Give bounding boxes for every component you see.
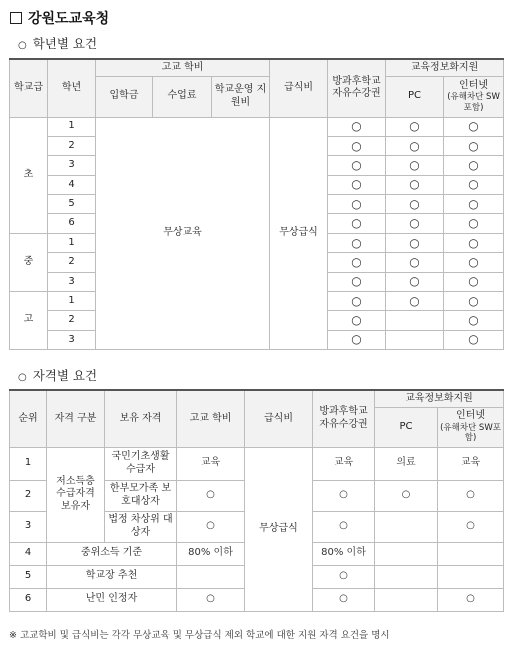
grade-cell: 4 bbox=[48, 175, 96, 194]
pc-cell bbox=[386, 311, 444, 330]
internet-cell: ○ bbox=[444, 233, 504, 252]
school-level-cell: 중 bbox=[10, 233, 48, 291]
header-meal: 급식비 bbox=[245, 390, 313, 447]
school-level-cell: 고 bbox=[10, 292, 48, 350]
header-hs-tuition: 고교 학비 bbox=[177, 390, 245, 447]
internet-cell: ○ bbox=[444, 195, 504, 214]
afterschool-cell: ○ bbox=[328, 117, 386, 136]
header-internet bbox=[438, 407, 504, 447]
internet-cell: ○ bbox=[438, 588, 504, 611]
header-type: 자격 구분 bbox=[47, 390, 105, 447]
header-school-level: 학교급 bbox=[10, 59, 48, 117]
pc-cell: ○ bbox=[386, 292, 444, 311]
tuition-cell: 80% 이하 bbox=[177, 542, 245, 565]
rank-cell: 3 bbox=[10, 511, 47, 542]
qualification-cell: 국민기초생활 수급자 bbox=[105, 447, 177, 480]
rank-cell: 5 bbox=[10, 565, 47, 588]
pc-cell: ○ bbox=[386, 272, 444, 291]
afterschool-cell: ○ bbox=[313, 588, 375, 611]
qualification-requirements-table bbox=[9, 389, 504, 612]
internet-cell: ○ bbox=[438, 511, 504, 542]
internet-cell: ○ bbox=[444, 117, 504, 136]
afterschool-cell: ○ bbox=[328, 156, 386, 175]
header-hs-tuition: 고교 학비 bbox=[96, 59, 270, 76]
afterschool-cell: ○ bbox=[328, 330, 386, 349]
pc-cell bbox=[386, 330, 444, 349]
rank-cell: 6 bbox=[10, 588, 47, 611]
header-internet-label: 인터넷 bbox=[456, 410, 485, 422]
afterschool-cell: ○ bbox=[328, 311, 386, 330]
internet-cell: ○ bbox=[438, 480, 504, 511]
header-tuition: 수업료 bbox=[153, 76, 212, 117]
pc-cell: ○ bbox=[386, 195, 444, 214]
internet-cell: 교육 bbox=[438, 447, 504, 480]
grade-cell: 3 bbox=[48, 272, 96, 291]
header-afterschool: 방과후학교 자유수강권 bbox=[313, 390, 375, 447]
pc-cell: ○ bbox=[375, 480, 438, 511]
pc-cell: ○ bbox=[386, 253, 444, 272]
pc-cell: ○ bbox=[386, 156, 444, 175]
internet-cell: ○ bbox=[444, 214, 504, 233]
header-internet-sub: (유해차단 SW포함) bbox=[440, 422, 501, 444]
header-info-support: 교육정보화지원 bbox=[386, 59, 504, 76]
qualification-cell: 학교장 추천 bbox=[47, 565, 177, 588]
header-internet bbox=[444, 76, 504, 117]
tuition-cell: ○ bbox=[177, 480, 245, 511]
afterschool-cell: ○ bbox=[328, 214, 386, 233]
internet-cell: ○ bbox=[444, 292, 504, 311]
header-rank: 순위 bbox=[10, 390, 47, 447]
internet-cell: ○ bbox=[444, 311, 504, 330]
section1-heading-text: 학년별 요건 bbox=[32, 36, 98, 51]
header-pc: PC bbox=[386, 76, 444, 117]
afterschool-cell: ○ bbox=[328, 233, 386, 252]
header-meal: 급식비 bbox=[270, 59, 328, 117]
tuition-cell: ○ bbox=[177, 588, 245, 611]
afterschool-cell: ○ bbox=[328, 136, 386, 155]
afterschool-cell: 교육 bbox=[313, 447, 375, 480]
page-title-text: 강원도교육청 bbox=[28, 11, 110, 27]
rank-cell: 1 bbox=[10, 447, 47, 480]
pc-cell: ○ bbox=[386, 175, 444, 194]
tuition-cell: ○ bbox=[177, 511, 245, 542]
section2-heading-text: 자격별 요건 bbox=[32, 368, 98, 383]
header-afterschool: 방과후학교 자유수강권 bbox=[328, 59, 386, 117]
checkbox-square-icon bbox=[10, 12, 22, 24]
header-info-support: 교육정보화지원 bbox=[375, 390, 504, 407]
pc-cell bbox=[375, 588, 438, 611]
afterschool-cell: ○ bbox=[313, 565, 375, 588]
header-admission: 입학금 bbox=[96, 76, 153, 117]
meal-free-cell: 무상급식 bbox=[245, 447, 313, 611]
internet-cell: ○ bbox=[444, 253, 504, 272]
qualification-cell: 난민 인정자 bbox=[47, 588, 177, 611]
footnote: ※ 고교학비 및 급식비는 각각 무상교육 및 무상급식 제외 학교에 대한 지원 자격 요건을 명시 bbox=[9, 630, 390, 641]
header-qualification: 보유 자격 bbox=[105, 390, 177, 447]
tuition-cell bbox=[177, 565, 245, 588]
school-level-cell: 초 bbox=[10, 117, 48, 233]
tuition-cell: 교육 bbox=[177, 447, 245, 480]
afterschool-cell: ○ bbox=[313, 480, 375, 511]
afterschool-cell: ○ bbox=[313, 511, 375, 542]
afterschool-cell: ○ bbox=[328, 175, 386, 194]
pc-cell: ○ bbox=[386, 214, 444, 233]
rank-cell: 4 bbox=[10, 542, 47, 565]
tuition-free-cell: 무상교육 bbox=[96, 117, 270, 350]
grade-cell: 3 bbox=[48, 156, 96, 175]
afterschool-cell: ○ bbox=[328, 253, 386, 272]
afterschool-cell: 80% 이하 bbox=[313, 542, 375, 565]
table-row bbox=[10, 447, 504, 480]
header-grade: 학년 bbox=[48, 59, 96, 117]
pc-cell: 의료 bbox=[375, 447, 438, 480]
header-internet-label: 인터넷 bbox=[459, 79, 489, 91]
qualification-cell: 한부모가족 보호대상자 bbox=[105, 480, 177, 511]
pc-cell: ○ bbox=[386, 117, 444, 136]
grade-cell: 2 bbox=[48, 253, 96, 272]
internet-cell: ○ bbox=[444, 136, 504, 155]
group-label-cell: 저소득층 수급자격 보유자 bbox=[47, 447, 105, 542]
rank-cell: 2 bbox=[10, 480, 47, 511]
grade-cell: 2 bbox=[48, 136, 96, 155]
internet-cell: ○ bbox=[444, 330, 504, 349]
afterschool-cell: ○ bbox=[328, 272, 386, 291]
grade-cell: 6 bbox=[48, 214, 96, 233]
section1-heading bbox=[18, 34, 97, 52]
pc-cell bbox=[375, 542, 438, 565]
pc-cell bbox=[375, 511, 438, 542]
circle-bullet-icon: ○ bbox=[18, 40, 27, 51]
meal-free-cell: 무상급식 bbox=[270, 117, 328, 350]
pc-cell: ○ bbox=[386, 136, 444, 155]
grade-requirements-table bbox=[9, 58, 504, 350]
internet-cell: ○ bbox=[444, 156, 504, 175]
grade-cell: 3 bbox=[48, 330, 96, 349]
header-operation: 학교운영 지원비 bbox=[212, 76, 270, 117]
header-internet-sub: (유해차단 SW포함) bbox=[447, 92, 500, 113]
pc-cell bbox=[375, 565, 438, 588]
circle-bullet-icon: ○ bbox=[18, 372, 27, 383]
internet-cell: ○ bbox=[444, 272, 504, 291]
table-row bbox=[10, 117, 504, 136]
grade-cell: 5 bbox=[48, 195, 96, 214]
internet-cell: ○ bbox=[444, 175, 504, 194]
afterschool-cell: ○ bbox=[328, 195, 386, 214]
internet-cell bbox=[438, 542, 504, 565]
internet-cell bbox=[438, 565, 504, 588]
afterschool-cell: ○ bbox=[328, 292, 386, 311]
header-pc: PC bbox=[375, 407, 438, 447]
grade-cell: 1 bbox=[48, 292, 96, 311]
grade-cell: 1 bbox=[48, 233, 96, 252]
qualification-cell: 법정 차상위 대상자 bbox=[105, 511, 177, 542]
pc-cell: ○ bbox=[386, 233, 444, 252]
qualification-cell: 중위소득 기준 bbox=[47, 542, 177, 565]
page-title bbox=[10, 8, 109, 28]
section2-heading bbox=[18, 366, 97, 384]
grade-cell: 1 bbox=[48, 117, 96, 136]
grade-cell: 2 bbox=[48, 311, 96, 330]
